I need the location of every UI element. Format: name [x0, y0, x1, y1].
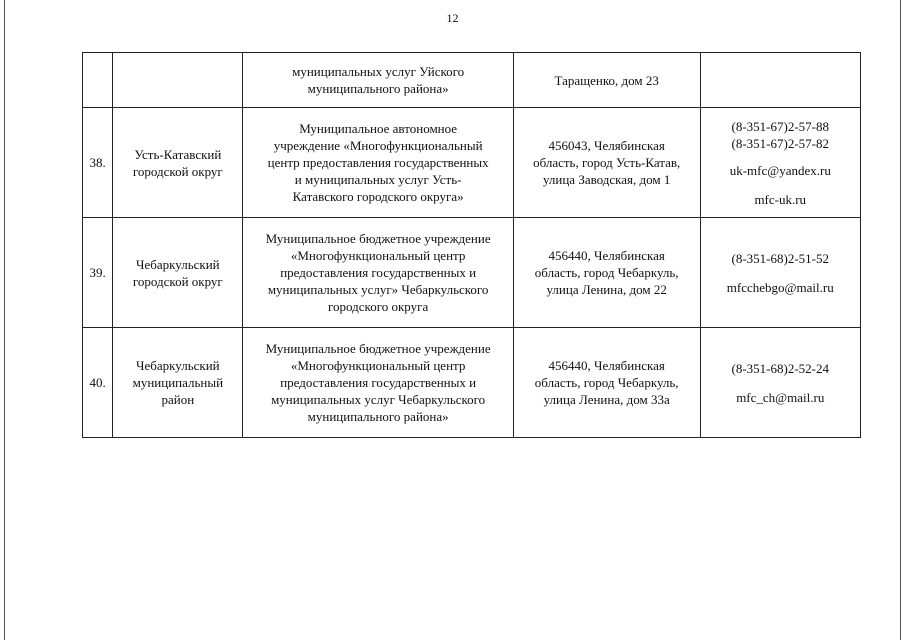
district-cell [113, 328, 243, 438]
contacts-cell [700, 218, 860, 328]
organization-line: предоставления государственных и [280, 375, 477, 390]
organization-line: муниципального района» [307, 81, 449, 96]
organization-cell [243, 328, 513, 438]
organization-line: муниципального района» [307, 409, 449, 424]
organization-line: муниципальных услуг» Чебаркульского [267, 282, 489, 297]
email-link[interactable]: uk-mfc@yandex.ru [729, 162, 831, 178]
phone-number: (8-351-67)2-57-82 [731, 135, 829, 151]
email-link[interactable]: mfcchebgo@mail.ru [726, 279, 834, 295]
address-line: область, город Усть-Катав, [533, 155, 681, 170]
address-cell [513, 218, 700, 328]
phone-number: (8-351-68)2-51-52 [731, 250, 829, 266]
organization-cell [243, 108, 513, 218]
address-line: Таращенко, дом 23 [554, 72, 659, 88]
organization-line: городского округа [328, 299, 429, 314]
district-line: Чебаркульский [136, 358, 220, 373]
organization-line: и муниципальных услуг Усть- [294, 172, 462, 187]
organization-line: Муниципальное бюджетное учреждение [265, 231, 491, 246]
address-line: улица Ленина, дом 22 [546, 282, 667, 297]
contacts-cell [700, 53, 860, 108]
address-cell [513, 328, 700, 438]
organization-line: «Многофункциональный центр [290, 248, 466, 263]
district-line: район [161, 392, 195, 407]
organization-cell [243, 218, 513, 328]
phone-number: (8-351-67)2-57-88 [731, 118, 829, 134]
district-line: городской округ [132, 273, 223, 289]
organization-line: муниципальных услуг Уйского [292, 64, 465, 79]
contacts-cell [700, 108, 860, 218]
mfc-table [82, 52, 861, 438]
row-number-cell: 40. [83, 328, 113, 438]
address-line: 456043, Челябинская [548, 138, 665, 153]
address-line: 456440, Челябинская [548, 358, 665, 373]
page-number: 12 [446, 11, 459, 25]
organization-line: «Многофункциональный центр [290, 358, 466, 373]
district-line: Усть-Катавский [134, 146, 222, 162]
row-number-cell: 39. [83, 218, 113, 328]
address-line: 456440, Челябинская [548, 248, 665, 263]
address-cell [513, 108, 700, 218]
district-cell [113, 108, 243, 218]
row-number-cell [83, 53, 113, 108]
table-row [83, 53, 861, 108]
address-cell [513, 53, 700, 108]
scan-edge-left [4, 0, 5, 640]
contacts-cell [700, 328, 860, 438]
scan-edge-right [900, 0, 901, 640]
district-line: городской округ [132, 163, 223, 179]
organization-line: Катавского городского округа» [292, 189, 464, 204]
organization-line: Муниципальное бюджетное учреждение [265, 341, 491, 356]
district-cell [113, 53, 243, 108]
table-row [83, 108, 861, 218]
address-line: улица Заводская, дом 1 [542, 172, 671, 187]
address-line: улица Ленина, дом 33а [543, 392, 670, 407]
organization-line: учреждение «Многофункциональный [273, 138, 483, 153]
table-row [83, 218, 861, 328]
organization-cell [243, 53, 513, 108]
email-link[interactable]: mfc_ch@mail.ru [736, 389, 825, 405]
organization-line: предоставления государственных и [280, 265, 477, 280]
row-number-cell: 38. [83, 108, 113, 218]
table-row [83, 328, 861, 438]
district-line: муниципальный [132, 375, 224, 390]
phone-number: (8-351-68)2-52-24 [731, 360, 829, 376]
organization-line: Муниципальное автономное [299, 121, 458, 136]
district-line: Чебаркульский [136, 256, 220, 272]
district-cell [113, 218, 243, 328]
organization-line: центр предоставления государственных [267, 155, 489, 170]
address-line: область, город Чебаркуль, [534, 375, 679, 390]
website-link[interactable]: mfc-uk.ru [754, 191, 807, 207]
organization-line: муниципальных услуг Чебаркульского [271, 392, 486, 407]
address-line: область, город Чебаркуль, [534, 265, 679, 280]
